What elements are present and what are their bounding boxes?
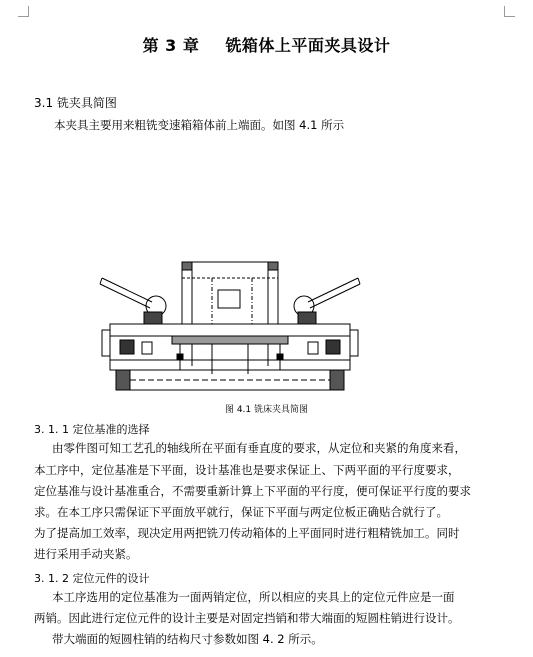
page-corner-mark-left [18,6,29,17]
section-heading-3-1-1: 3. 1. 1 定位基准的选择 [34,423,150,436]
section-heading-3-1: 3.1 铣夹具简图 [34,96,117,110]
section-intro-paragraph: 本夹具主要用来粗铣变速箱箱体前上端面。如图 4.1 所示 [54,118,345,132]
chapter-title-text: 铣箱体上平面夹具设计 [225,36,391,55]
paragraph-line: 本工序选用的定位基准为一面两销定位，所以相应的夹具上的定位元件应是一面 [52,590,455,604]
figure-caption: 图 4.1 铣床夹具简图 [224,405,309,415]
paragraph-line: 为了提高加工效率，现决定用两把铣刀传动箱体的上平面同时进行粗精铣加工。同时 [34,526,460,540]
paragraph-line: 进行采用手动夹紧。 [34,547,138,561]
page-corner-mark-right [504,6,515,17]
section-heading-3-1-2: 3. 1. 2 定位元件的设计 [34,572,150,585]
paragraph-line: 定位基准与设计基准重合，不需要重新计算上下平面的平行度，便可保证平行度的要求 [34,484,471,498]
paragraph-line: 带大端面的短圆柱销的结构尺寸参数如图 4. 2 所示。 [52,632,323,646]
chapter-number: 第 3 章 [142,36,200,55]
milling-fixture-drawing [80,250,380,400]
paragraph-line: 求。在本工序只需保证下平面放平就行，保证下平面与两定位板正确贴合就行了。 [34,505,448,519]
paragraph-line: 两销。因此进行定位元件的设计主要是对固定挡销和带大端面的短圆柱销进行设计。 [34,611,460,625]
paragraph-line: 本工序中，定位基准是下平面，设计基准也是要求保证上、下两平面的平行度要求， [34,463,460,477]
chapter-title [0,33,533,56]
paragraph-line: 由零件图可知工艺孔的轴线所在平面有垂直度的要求，从定位和夹紧的角度来看， [52,441,466,455]
